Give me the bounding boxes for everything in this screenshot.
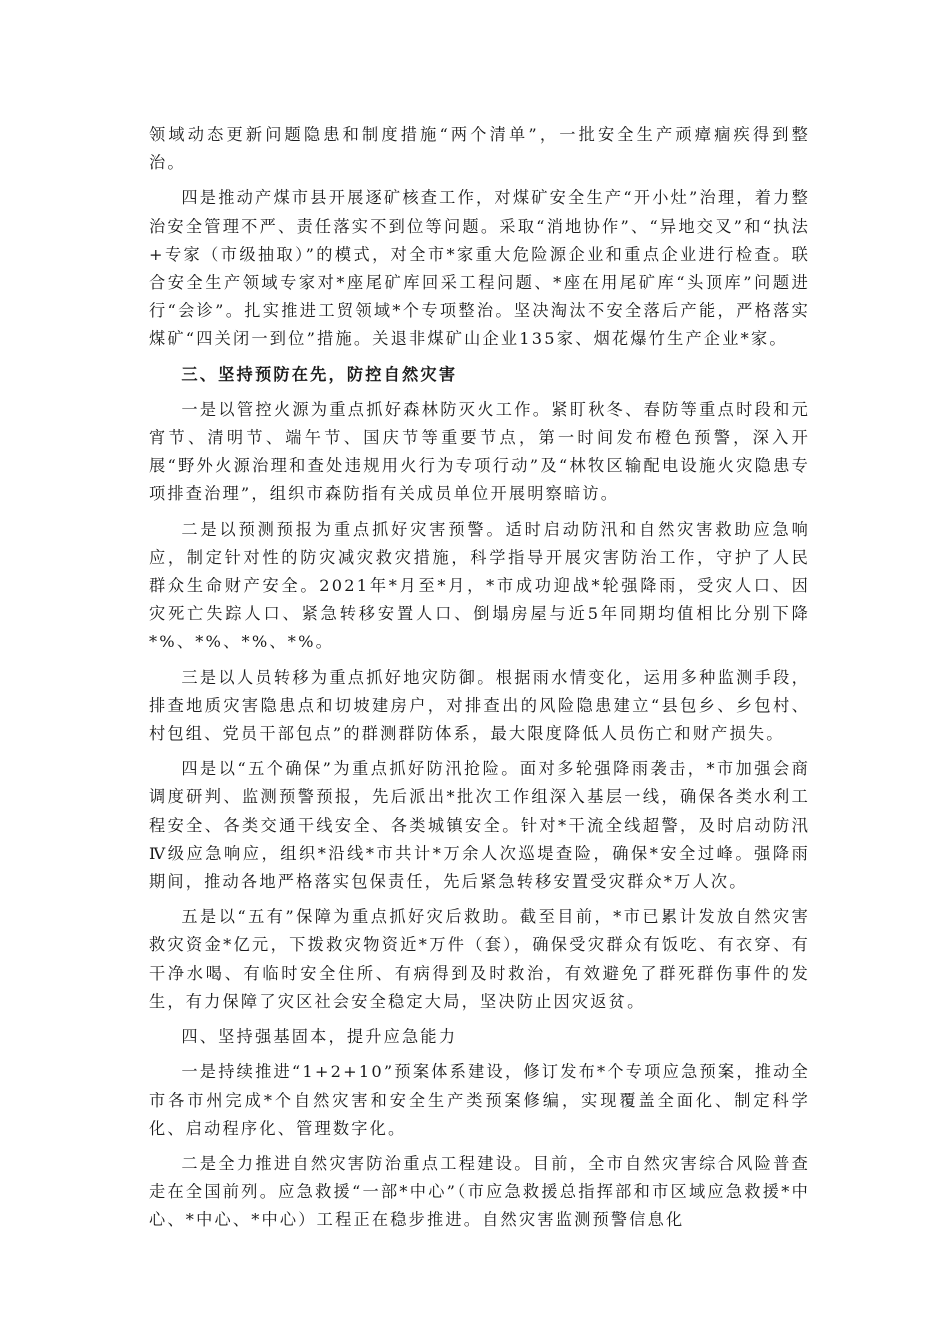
- paragraph-geological-disaster: 三是以人员转移为重点抓好地灾防御。根据雨水情变化，运用多种监测手段，排查地质灾害隐患点和切坡建房户，对排查出的风险隐患建立“县包乡、乡包村、村包组、党员干部包点”的群测群防体系，最大限度降低人员伤亡和财产损失。: [149, 667, 810, 744]
- section-heading-three: 三、坚持预防在先，防控自然灾害: [181, 364, 458, 384]
- document-body: [149, 121, 810, 1242]
- paragraph-forest-fire: 一是以管控火源为重点抓好森林防灭火工作。紧盯秋冬、春防等重点时段和元宵节、清明节、端午节、国庆节等重要节点，第一时间发布橙色预警，深入开展“野外火源治理和查处违规用火行为专项行动”及“林牧区输配电设施火灾隐患专项排查治理”，组织市森防指有关成员单位开展明察暗访。: [149, 399, 810, 504]
- paragraph-post-disaster-relief: 五是以“五有”保障为重点抓好灾后救助。截至目前，*市已累计发放自然灾害救灾资金*亿元，下拨救灾物资近*万件（套），确保受灾群众有饭吃、有衣穿、有干净水喝、有临时安全住所、有病得到及时救治，有效避免了群死群伤事件的发生，有力保障了灾区社会安全稳定大局，坚决防止因灾返贫。: [149, 907, 810, 1011]
- paragraph-flood-control: 四是以“五个确保”为重点抓好防汛抢险。面对多轮强降雨袭击，*市加强会商调度研判、监测预警预报，先后派出*批次工作组深入基层一线，确保各类水利工程安全、各类交通干线安全、各类城镇安全。针对*干流全线超警，及时启动防汛Ⅳ级应急响应，组织*沿线*市共计*万余人次巡堤查险，确保*安全过峰。强降雨期间，推动各地严格落实包保责任，先后紧急转移安置受灾群众*万人次。: [149, 759, 810, 892]
- paragraph-continuation: 领域动态更新问题隐患和制度措施“两个清单”，一批安全生产顽瘴痼疾得到整治。: [149, 125, 810, 173]
- paragraph-emergency-plans: 一是持续推进“1+2+10”预案体系建设，修订发布*个专项应急预案，推动全市各市州完成*个自然灾害和安全生产类预案修编，实现覆盖全面化、制定科学化、启动程序化、管理数字化。: [149, 1062, 810, 1138]
- paragraph-disaster-warning: 二是以预测预报为重点抓好灾害预警。适时启动防汛和自然灾害救助应急响应，制定针对性的防灾减灾救灾措施，科学指导开展灾害防治工作，守护了人民群众生命财产安全。2021年*月至*月，*市成功迎战*轮强降雨，受灾人口、因灾死亡失踪人口、紧急转移安置人口、倒塌房屋与近5年同期均值相比分别下降*%、*%、*%、*%。: [149, 519, 810, 652]
- paragraph-coal-mine-inspection: 四是推动产煤市县开展逐矿核查工作，对煤矿安全生产“开小灶”治理，着力整治安全管理不严、责任落实不到位等问题。采取“消地协作”、“异地交叉”和“执法+专家（市级抽取）”的模式，对全市*家重大危险源企业和重点企业进行检查。联合安全生产领域专家对*座尾矿库回采工程问题、*座在用尾矿库“头顶库”问题进行“会诊”。扎实推进工贸领域*个专项整治。坚决淘汰不安全落后产能，严格落实煤矿“四关闭一到位”措施。关退非煤矿山企业135家、烟花爆竹生产企业*家。: [149, 188, 810, 349]
- section-heading-four: 四、坚持强基固本，提升应急能力: [181, 1027, 458, 1047]
- paragraph-key-projects: 二是全力推进自然灾害防治重点工程建设。目前，全市自然灾害综合风险普查走在全国前列。应急救援“一部*中心”（市应急救援总指挥部和市区域应急救援*中心、*中心、*中心）工程正在稳步推进。自然灾害监测预警信息化: [149, 1153, 810, 1230]
